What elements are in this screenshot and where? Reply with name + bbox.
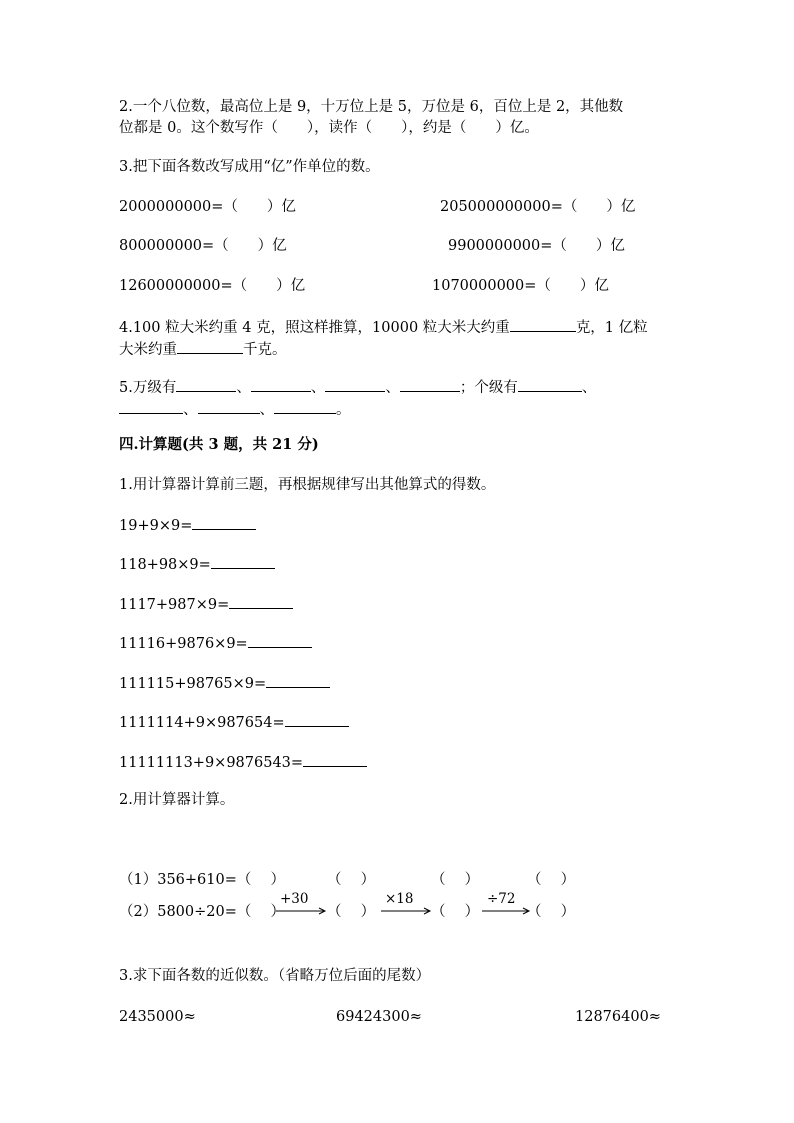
op-label: +30 (280, 891, 309, 907)
calc1-title: 1.用计算器计算前三题，再根据规律写出其他算式的得数。 (119, 477, 496, 493)
op-label: ÷72 (487, 891, 516, 907)
q2-line1: 2.一个八位数，最高位上是 9，十万位上是 5，万位是 6，百位上是 2，其他数 (119, 99, 624, 115)
arrow-right-icon (482, 907, 532, 915)
separator: 、 (581, 380, 597, 396)
q3-item: 205000000000=（ ）亿 (440, 199, 636, 215)
answer-paren[interactable]: （ ） (431, 904, 480, 920)
calc1-row (119, 553, 275, 575)
calc1-row (119, 632, 312, 654)
section-heading: 四.计算题(共 3 题，共 21 分) (119, 436, 319, 453)
answer-blank[interactable] (518, 376, 582, 392)
q5-line1 (119, 376, 596, 398)
calc2-row2-expr: （2）5800÷20=（ ） (119, 904, 285, 920)
q2-line2: 位都是 0。这个数写作（ ），读作（ ），约是（ ）亿。 (119, 120, 539, 136)
op-label: ×18 (385, 891, 414, 907)
period: 。 (336, 402, 351, 418)
q5-text-a: 5.万级有 (119, 380, 177, 396)
calc3-item: 69424300≈ (336, 1009, 422, 1025)
expression: 11116+9876×9= (119, 636, 248, 652)
q5-line2 (119, 398, 351, 420)
answer-blank[interactable] (251, 376, 311, 392)
expression: 11111113+9×9876543= (119, 755, 304, 771)
separator: 、 (310, 380, 326, 396)
expression: 1111114+9×987654= (119, 715, 285, 731)
q3-item: 2000000000=（ ）亿 (119, 199, 296, 215)
calc3-item: 2435000≈ (119, 1009, 196, 1025)
q4-text-a: 4.100 粒大米约重 4 克，照这样推算，10000 粒大米大约重 (119, 320, 510, 336)
calc1-row (119, 711, 349, 733)
separator: 、 (183, 402, 198, 418)
expression: 111115+98765×9= (119, 676, 267, 692)
calc1-row (119, 751, 367, 773)
answer-paren[interactable]: （ ） (527, 872, 576, 888)
q3-item: 800000000=（ ）亿 (119, 238, 287, 254)
q5-text-b: ；个级有 (459, 380, 518, 396)
q4-text-b: 克，1 亿粒 (575, 320, 648, 336)
answer-blank[interactable] (192, 514, 256, 530)
calc2-title: 2.用计算器计算。 (119, 792, 235, 808)
answer-blank[interactable] (325, 376, 385, 392)
answer-blank[interactable] (119, 398, 183, 414)
q3-item: 12600000000=（ ）亿 (119, 278, 306, 294)
expression: 1117+987×9= (119, 597, 230, 613)
calc1-row (119, 593, 293, 615)
answer-blank[interactable] (176, 376, 236, 392)
calc1-row (119, 672, 330, 694)
answer-paren[interactable]: （ ） (327, 904, 376, 920)
calc2-row1-expr: （1）356+610=（ ） (119, 872, 285, 888)
calc3-item: 12876400≈ (575, 1009, 661, 1025)
expression: 19+9×9= (119, 518, 193, 534)
q4-line1 (119, 316, 648, 338)
q3-item: 1070000000=（ ）亿 (432, 278, 609, 294)
separator: 、 (259, 402, 274, 418)
answer-blank[interactable] (400, 376, 460, 392)
answer-paren[interactable]: （ ） (327, 872, 376, 888)
answer-blank[interactable] (510, 316, 576, 332)
answer-blank[interactable] (274, 398, 336, 414)
separator: 、 (236, 380, 251, 396)
answer-paren[interactable]: （ ） (527, 904, 576, 920)
q3-item: 9900000000=（ ）亿 (448, 238, 625, 254)
arrow-right-icon (381, 907, 433, 915)
answer-blank[interactable] (177, 338, 243, 354)
answer-blank[interactable] (303, 751, 367, 767)
q4-text-d: 千克。 (243, 342, 287, 358)
answer-paren[interactable]: （ ） (431, 872, 480, 888)
q4-line2 (119, 338, 287, 360)
calc3-title: 3.求下面各数的近似数。（省略万位后面的尾数） (119, 968, 431, 984)
answer-blank[interactable] (198, 398, 260, 414)
arrow-right-icon (276, 907, 328, 915)
q3-title: 3.把下面各数改写成用“亿”作单位的数。 (119, 159, 380, 175)
answer-blank[interactable] (285, 711, 349, 727)
answer-blank[interactable] (266, 672, 330, 688)
answer-blank[interactable] (211, 553, 275, 569)
expression: 118+98×9= (119, 557, 211, 573)
answer-blank[interactable] (229, 593, 293, 609)
calc1-row (119, 514, 256, 536)
separator: 、 (385, 380, 400, 396)
q4-text-c: 大米约重 (119, 342, 177, 358)
answer-blank[interactable] (248, 632, 312, 648)
